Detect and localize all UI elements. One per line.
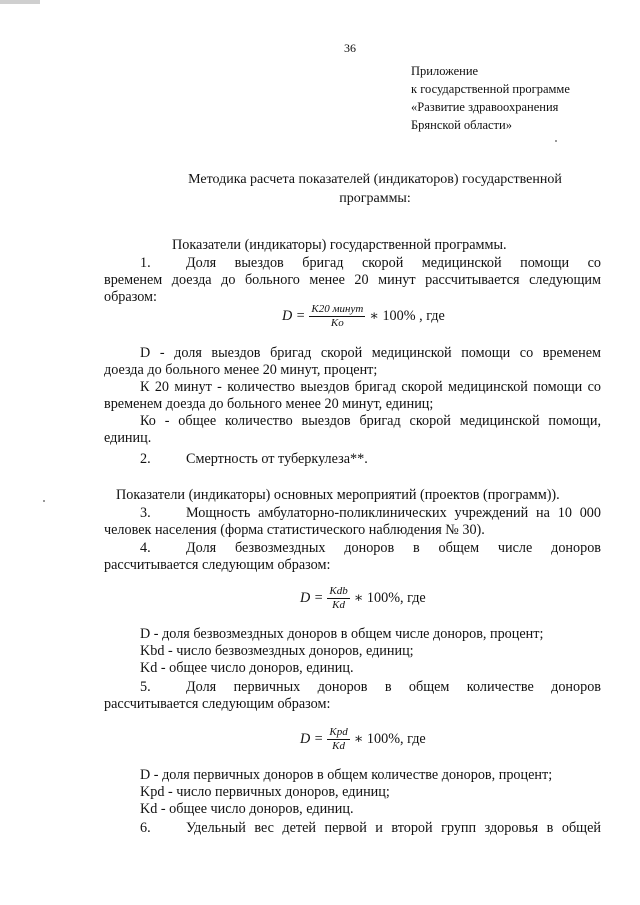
item5-desc-3: Kd - общее число доноров, единиц. (140, 801, 354, 817)
formula-2-lhs: D = (300, 589, 324, 606)
item4-line-2: рассчитывается следующим образом: (104, 557, 331, 573)
item5-line-1: Доля первичных доноров в общем количестве доноров (186, 679, 601, 695)
item4-desc-3: Kd - общее число доноров, единиц. (140, 660, 354, 676)
annex-block (411, 62, 570, 134)
item3-number: 3. (140, 505, 151, 521)
annex-line-3: «Развитие здравоохранения (411, 100, 559, 114)
item3-line-2: человек населения (форма статистического наблюдения № 30). (104, 522, 485, 538)
formula-3-numerator: Kpd (329, 726, 348, 738)
item1-desc-3: К 20 минут - количество выездов бригад скорой медицинской помощи со (140, 379, 601, 395)
formula-1-denominator: Ko (330, 317, 344, 329)
formula-3-denominator: Kd (332, 740, 345, 752)
item1-line-2: временем доезда до больного менее 20 минут рассчитывается следующим (104, 272, 601, 288)
formula-1-numerator: K20 минут (311, 303, 364, 315)
formula-2-denominator: Kd (332, 599, 345, 611)
item4-desc-1: D - доля безвозмездных доноров в общем числе доноров, процент; (140, 626, 544, 642)
scan-speck (43, 500, 45, 502)
formula-2 (300, 585, 426, 612)
formula-2-numerator: Kdb (329, 585, 348, 597)
item1-desc-5: Ко - общее количество выездов бригад скорой медицинской помощи, (140, 413, 601, 429)
document-title (150, 170, 600, 208)
item1-desc-2: доезда до больного менее 20 минут, процент; (104, 362, 378, 378)
item4-line-1: Доля безвозмездных доноров в общем числе доноров (186, 540, 601, 556)
formula-3 (300, 726, 426, 753)
scan-speck (555, 140, 557, 142)
section1-heading: Показатели (индикаторы) государственной программы. (172, 237, 507, 253)
item5-line-2: рассчитывается следующим образом: (104, 696, 331, 712)
section2-heading: Показатели (индикаторы) основных мероприятий (проектов (программ)). (116, 487, 560, 503)
formula-2-rhs: ∗ 100%, где (353, 589, 426, 606)
formula-3-lhs: D = (300, 730, 324, 747)
item1-desc-6: единиц. (104, 430, 152, 446)
item4-desc-2: Kbd - число безвозмездных доноров, единиц; (140, 643, 414, 659)
item6-number: 6. (140, 820, 151, 836)
annex-line-1: Приложение (411, 64, 479, 78)
formula-3-rhs: ∗ 100%, где (353, 730, 426, 747)
item4-number: 4. (140, 540, 151, 556)
item1-number: 1. (140, 255, 151, 271)
formula-1-fraction (309, 303, 365, 330)
formula-1-lhs: D = (282, 307, 306, 324)
item6-line-1: Удельный вес детей первой и второй групп здоровья в общей (186, 820, 601, 836)
item5-desc-1: D - доля первичных доноров в общем количестве доноров, процент; (140, 767, 553, 783)
item1-line-1: Доля выездов бригад скорой медицинской помощи со (186, 255, 601, 271)
annex-line-2: к государственной программе (411, 82, 570, 96)
formula-1 (282, 303, 445, 330)
annex-line-4: Брянской области» (411, 118, 512, 132)
page-number: 36 (344, 41, 356, 55)
scan-artifact (0, 0, 40, 4)
item5-desc-2: Kpd - число первичных доноров, единиц; (140, 784, 390, 800)
title-line-1: Методика расчета показателей (индикаторов) государственной (188, 172, 562, 187)
item2-number: 2. (140, 451, 151, 467)
item5-number: 5. (140, 679, 151, 695)
item1-desc-1: D - доля выездов бригад скорой медицинской помощи со временем (140, 345, 601, 361)
item2-text: Смертность от туберкулеза**. (186, 451, 368, 467)
item3-line-1: Мощность амбулаторно-поликлинических учреждений на 10 000 (186, 505, 601, 521)
formula-1-rhs: ∗ 100% , где (369, 307, 445, 324)
formula-3-fraction (327, 726, 349, 753)
title-line-2: программы: (339, 191, 411, 206)
formula-2-fraction (327, 585, 349, 612)
item1-desc-4: временем доезда до больного менее 20 минут, единиц; (104, 396, 434, 412)
item1-line-3: образом: (104, 289, 157, 305)
